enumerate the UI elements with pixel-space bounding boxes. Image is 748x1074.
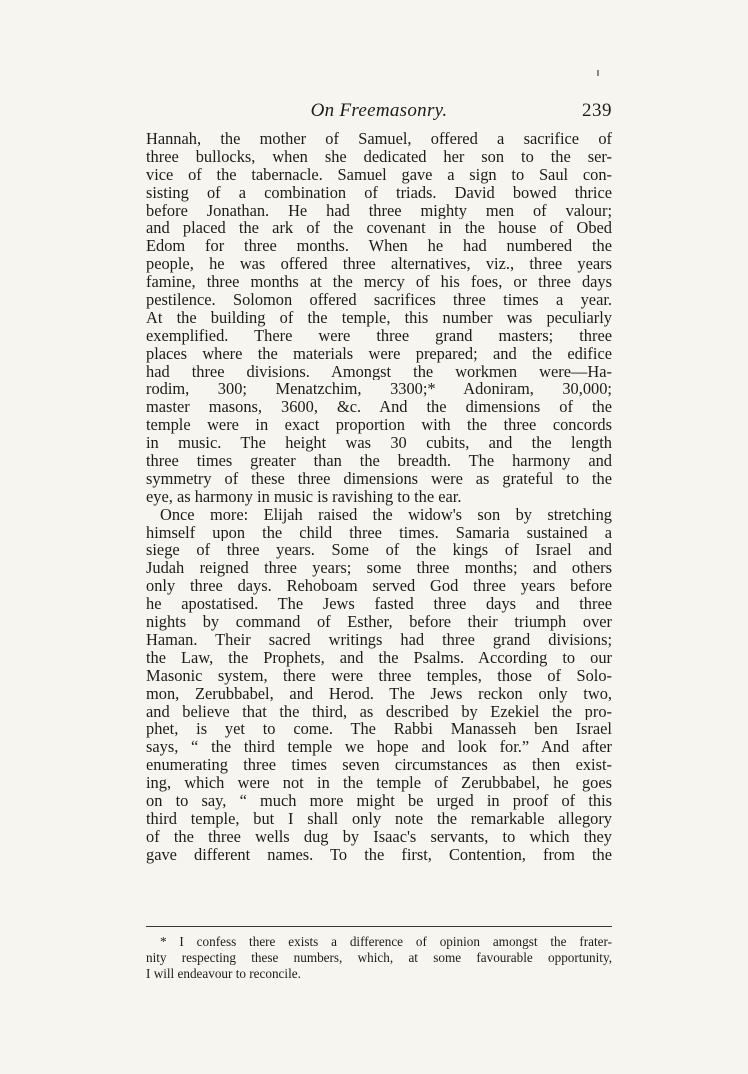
text-line: rodim, 300; Menatzchim, 3300;* Adoniram, 30,000; <box>146 380 612 399</box>
text-line: temple were in exact proportion with the three concords <box>146 416 612 435</box>
text-line: vice of the tabernacle. Samuel gave a sign to Saul con- <box>146 165 612 184</box>
text-line: Haman. Their sacred writings had three grand divisions; <box>146 630 612 649</box>
footnote-divider <box>146 926 612 927</box>
text-line: had three divisions. Amongst the workmen were—Ha- <box>146 362 612 381</box>
text-line: exemplified. There were three grand masters; three <box>146 326 612 345</box>
text-line: famine, three months at the mercy of his foes, or three days <box>146 273 612 292</box>
text-line: phet, is yet to come. The Rabbi Manasseh ben Israel <box>146 720 612 739</box>
page-edge-mark <box>597 70 599 76</box>
text-line: nights by command of Esther, before their triumph over <box>146 613 612 631</box>
text-line: gave different names. To the first, Contention, from the <box>146 845 612 864</box>
body-text <box>146 130 612 864</box>
text-line: only three days. Rehoboam served God three years before <box>146 577 612 596</box>
text-line: Once more: Elijah raised the widow's son by stretching <box>160 505 612 524</box>
footnote <box>146 934 612 982</box>
text-line: master masons, 3600, &c. And the dimensions of the <box>146 398 612 417</box>
text-line: mon, Zerubbabel, and Herod. The Jews reckon only two, <box>146 684 612 703</box>
text-line: three times greater than the breadth. The harmony and <box>146 452 612 470</box>
text-line: siege of three years. Some of the kings of Israel and <box>146 541 612 560</box>
page-number: 239 <box>582 100 612 121</box>
text-line: pestilence. Solomon offered sacrifices three times a year. <box>146 291 612 309</box>
text-line: the Law, the Prophets, and the Psalms. According to our <box>146 648 612 667</box>
text-line: Masonic system, there were three temples, those of Solo- <box>146 666 612 685</box>
footnote-line: I will endeavour to reconcile. <box>146 966 301 981</box>
footnote-line: nity respecting these numbers, which, at some favourable opportunity, <box>146 950 612 965</box>
text-line: symmetry of these three dimensions were as grateful to the <box>146 469 612 488</box>
text-line: and placed the ark of the covenant in the house of Obed <box>146 219 612 238</box>
page-header <box>146 100 612 124</box>
text-line: ing, which were not in the temple of Zerubbabel, he goes <box>146 774 612 792</box>
text-line: before Jonathan. He had three mighty men of valour; <box>146 201 612 220</box>
text-line: in music. The height was 30 cubits, and the length <box>146 434 612 453</box>
text-line: three bullocks, when she dedicated her son to the ser- <box>146 147 612 166</box>
text-line: of the three wells dug by Isaac's servants, to which they <box>146 827 612 846</box>
text-line: says, “ the third temple we hope and look for.” And after <box>146 738 612 757</box>
footnote-line: * I confess there exists a difference of opinion amongst the frater- <box>160 934 612 949</box>
text-line: himself upon the child three times. Samaria sustained a <box>146 523 612 542</box>
text-line: At the building of the temple, this number was peculiarly <box>146 308 612 327</box>
text-line: sisting of a combination of triads. David bowed thrice <box>146 183 612 202</box>
text-line: Judah reigned three years; some three months; and others <box>146 559 612 578</box>
text-line: and believe that the third, as described by Ezekiel the pro- <box>146 702 612 721</box>
text-line: enumerating three times seven circumstances as then exist- <box>146 756 612 775</box>
text-line: Hannah, the mother of Samuel, offered a sacrifice of <box>146 130 612 148</box>
text-line: on to say, “ much more might be urged in proof of this <box>146 791 612 810</box>
text-line: eye, as harmony in music is ravishing to the ear. <box>146 487 462 506</box>
running-title: On Freemasonry. <box>310 100 448 121</box>
text-line: people, he was offered three alternatives, viz., three years <box>146 255 612 274</box>
text-line: he apostatised. The Jews fasted three days and three <box>146 595 612 614</box>
text-line: Edom for three months. When he had numbered the <box>146 237 612 256</box>
text-line: third temple, but I shall only note the remarkable allegory <box>146 809 612 828</box>
text-line: places where the materials were prepared; and the edifice <box>146 344 612 363</box>
